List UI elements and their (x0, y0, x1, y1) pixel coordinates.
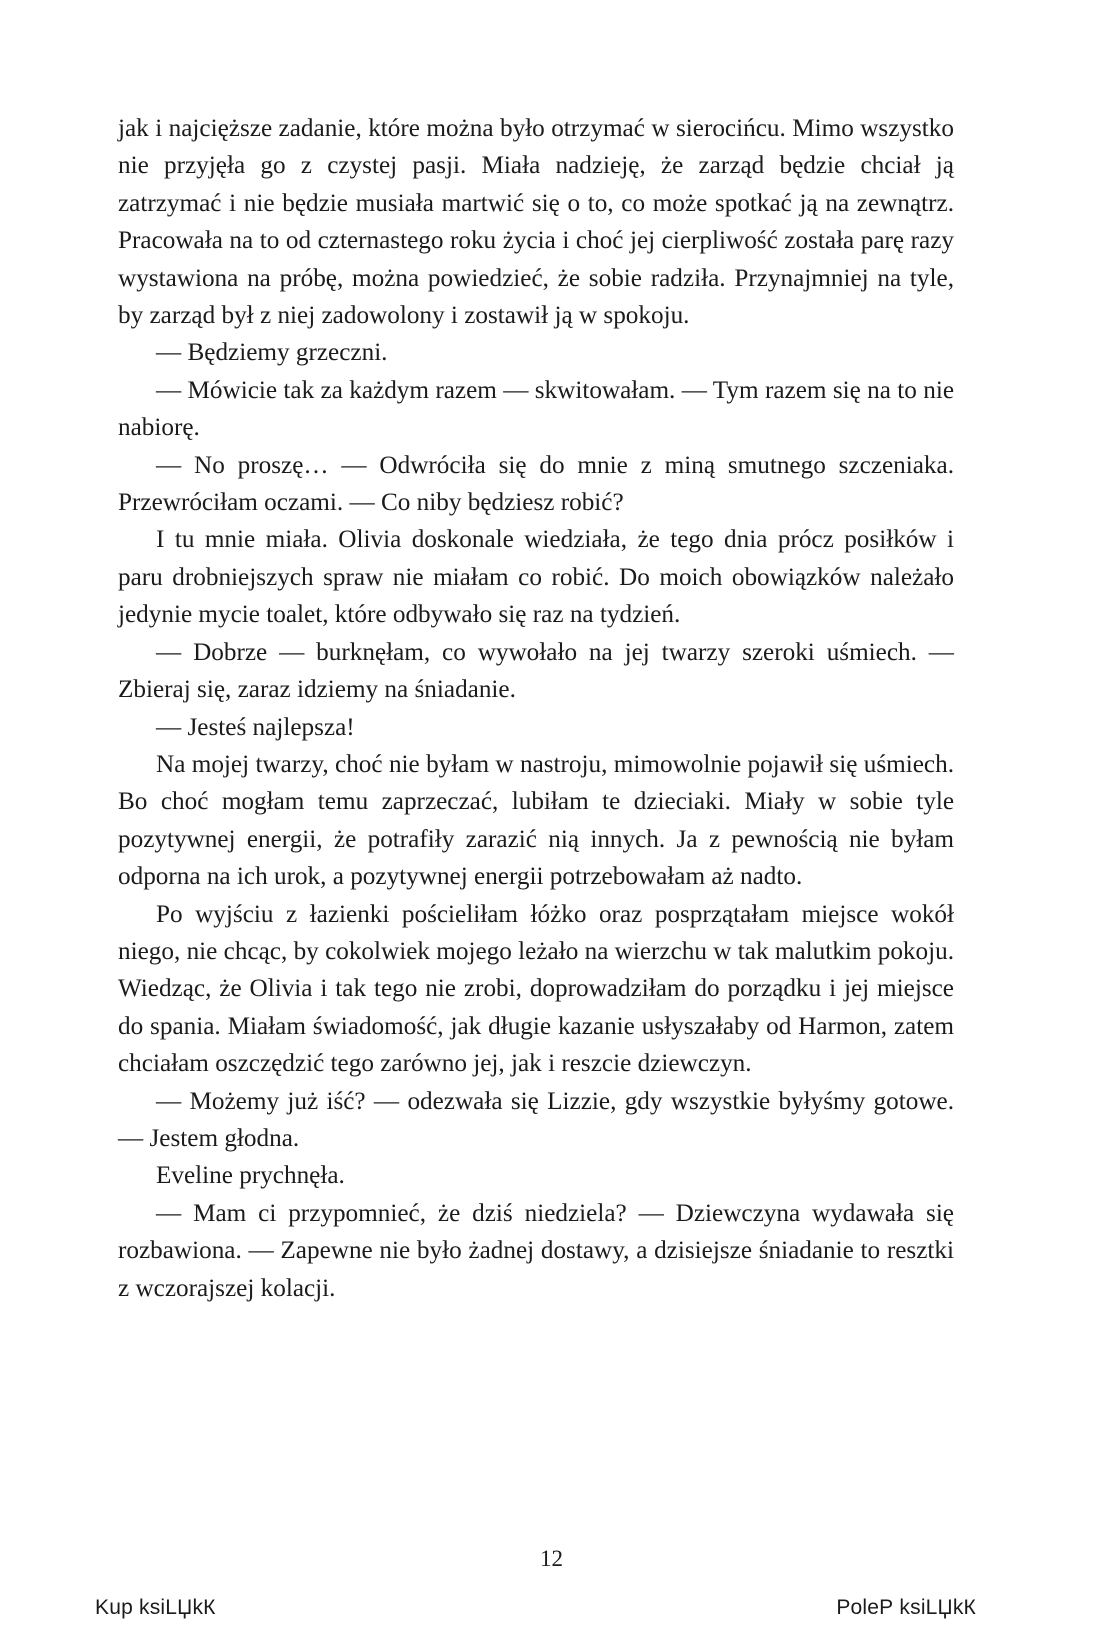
paragraph: — Mówicie tak za każdym razem — skwitowałam. — Tym razem się na to nie nabiorę. (118, 376, 954, 442)
paragraph: — Dobrze — burknęłam, co wywołało na jej twarzy szeroki uśmiech. — Zbieraj się, zaraz idziemy na śniadanie. (118, 638, 954, 704)
paragraph: Na mojej twarzy, choć nie byłam w nastroju, mimowolnie pojawił się uśmiech. Bo choć mogłam temu zaprzeczać, lubiłam te dzieciaki. Miały w sobie tyle pozytywnej energii, że potrafiły zarazić nią innych. Ja z pewnością nie byłam odporna na ich urok, a pozytywnej energii potrzebowałam aż nadto. (118, 750, 954, 891)
body-text (118, 110, 954, 1307)
paragraph: — Jesteś najlepsza! (156, 713, 355, 741)
paragraph: I tu mnie miała. Olivia doskonale wiedziała, że tego dnia prócz posiłków i paru drobniejszych spraw nie miałam co robić. Do moich obowiązków należało jedynie mycie toalet, które odbywało się raz na tydzień. (118, 526, 954, 629)
paragraph: — Możemy już iść? — odezwała się Lizzie, gdy wszystkie byłyśmy gotowe. — Jestem głodna. (118, 1087, 954, 1152)
paragraph: Eveline prychnęła. (156, 1162, 345, 1190)
paragraph: — Będziemy grzeczni. (156, 339, 388, 367)
paragraph: — No proszę… — Odwróciła się do mnie z miną smutnego szczeniaka. Przewróciłam oczami. — Co niby będziesz robić? (118, 451, 954, 517)
buy-book-link[interactable]: Kup ksiLЏkК (95, 1596, 216, 1619)
paragraph: — Mam ci przypomnieć, że dziś niedziela? — Dziewczyna wydawała się rozbawiona. — Zapewne nie było żadnej dostawy, a dzisiejsze śniadanie to resztki z wczorajszej kolacji. (118, 1199, 954, 1302)
paragraph: Po wyjściu z łazienki pościeliłam łóżko oraz posprzątałam miejsce wokół niego, nie chcąc, by cokolwiek mojego leżało na wierzchu w tak malutkim pokoju. Wiedząc, że Olivia i tak tego nie zrobi, doprowadziłam do porządku i jej miejsce do spania. Miałam świadomość, jak długie kazanie usłyszałaby od Harmon, zatem chciałam oszczędzić tego zarówno jej, jak i reszcie dziewczyn. (118, 900, 954, 1078)
recommend-book-link[interactable]: PoleР ksiLЏkК (836, 1596, 976, 1619)
page-number: 12 (540, 1546, 563, 1571)
paragraph: jak i najcięższe zadanie, które można było otrzymać w sierocińcu. Mimo wszystko nie przyjęła go z czystej pasji. Miała nadzieję, że zarząd będzie chciał ją zatrzymać i nie będzie musiała martwić się o to, co może spotkać ją na zewnątrz. Pracowała na to od czternastego roku życia i choć jej cierpliwość została parę razy wystawiona na próbę, można powiedzieć, że sobie radziła. Przynajmniej na tyle, by zarząd był z niej zadowolony i zostawił ją w spokoju. (118, 115, 954, 330)
